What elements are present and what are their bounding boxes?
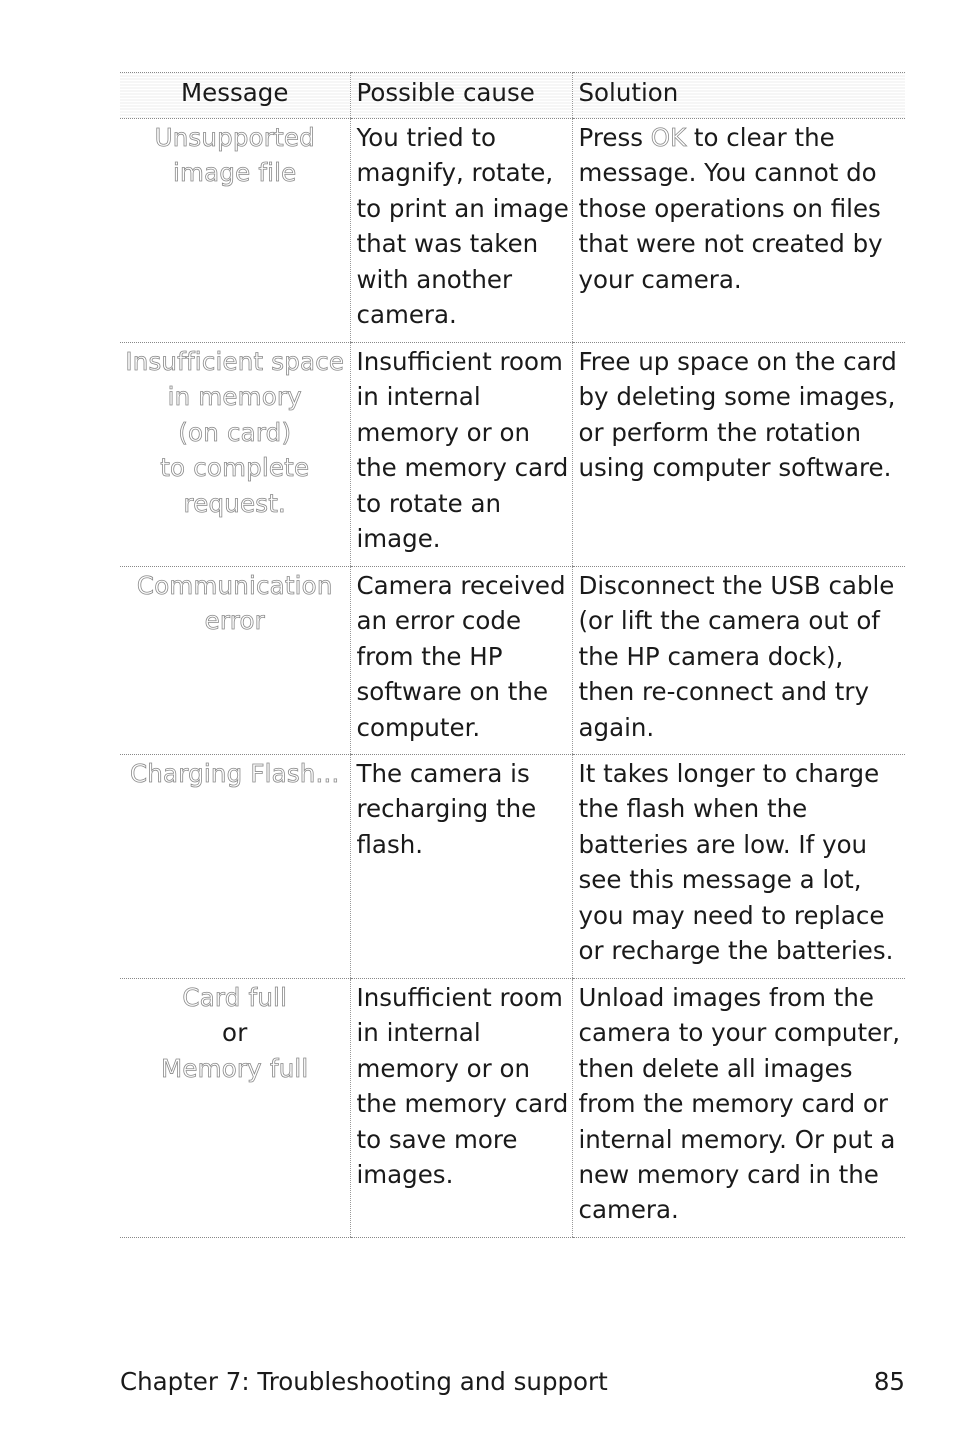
table-header-row (120, 73, 905, 119)
cause-cell: You tried to magnify, rotate, to print an image that was taken with another camera. (350, 119, 572, 343)
message-or-text: or (222, 1018, 248, 1048)
message-cell (120, 343, 350, 567)
cause-cell: Camera received an error code from the HP software on the computer. (350, 567, 572, 755)
solution-cell: It takes longer to charge the flash when the batteries are low. If you see this message a lot, you may need to replace or recharge the batteries. (572, 755, 905, 979)
table-row (120, 119, 905, 343)
page-number: 85 (873, 1367, 905, 1396)
message-text: to complete (160, 453, 310, 483)
solution-text: to clear the message. You cannot do those operations on files that were not created by your camera. (578, 123, 883, 294)
chapter-title: Chapter 7: Troubleshooting and support (120, 1367, 608, 1396)
solution-text: Press (578, 123, 651, 152)
message-text: request. (183, 488, 287, 518)
solution-cell: Unload images from the camera to your computer, then delete all images from the memory card or internal memory. Or put a new memory card in the camera. (572, 979, 905, 1238)
solution-cell: Free up space on the card by deleting some images, or perform the rotation using computer software. (572, 343, 905, 567)
message-text: Communication (136, 571, 333, 600)
message-cell (120, 119, 350, 343)
message-text: Card full (182, 983, 288, 1012)
message-cell (120, 979, 350, 1238)
table-row (120, 979, 905, 1238)
message-cell (120, 755, 350, 979)
message-text: Memory full (161, 1053, 309, 1083)
ok-label: OK (650, 123, 687, 152)
cause-cell: Insufficient room in internal memory or on the memory card to save more images. (350, 979, 572, 1238)
message-text: in memory (167, 382, 302, 412)
solution-cell (572, 119, 905, 343)
column-header-cause: Possible cause (350, 73, 572, 119)
message-text: Charging Flash... (130, 759, 340, 788)
solution-cell: Disconnect the USB cable (or lift the camera out of the HP camera dock), then re-connect and try again. (572, 567, 905, 755)
cause-cell: Insufficient room in internal memory or on the memory card to rotate an image. (350, 343, 572, 567)
message-text: Insufficient space (125, 347, 345, 376)
column-header-message: Message (120, 73, 350, 119)
message-text: Unsupported (154, 123, 315, 152)
cause-cell: The camera is recharging the flash. (350, 755, 572, 979)
message-cell (120, 567, 350, 755)
troubleshooting-table (120, 72, 905, 1238)
message-text: image file (173, 158, 297, 188)
table-row (120, 343, 905, 567)
message-text: error (204, 606, 265, 636)
message-text: (on card) (178, 417, 292, 447)
table-row (120, 755, 905, 979)
column-header-solution: Solution (572, 73, 905, 119)
table-row (120, 567, 905, 755)
